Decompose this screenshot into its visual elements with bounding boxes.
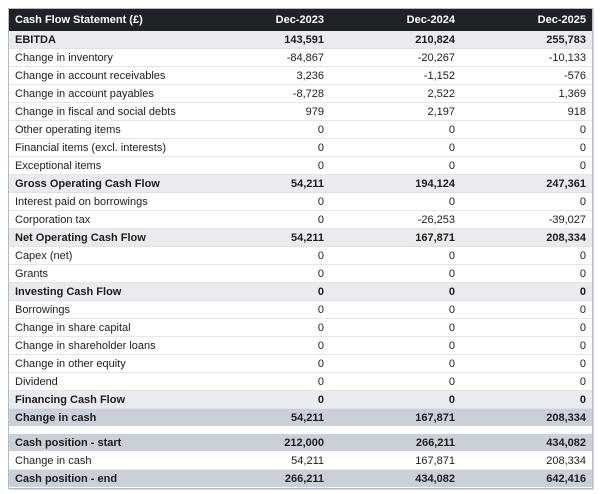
row-label: Capex (net): [15, 249, 73, 262]
row-value: 167,871: [415, 454, 455, 467]
row-label: Change in share capital: [15, 321, 131, 334]
row-label: Change in inventory: [15, 51, 113, 64]
row-label: Change in account receivables: [15, 69, 166, 82]
row-value: 0: [448, 285, 455, 298]
table-row: [9, 121, 592, 139]
row-value: 0: [317, 321, 324, 334]
table-row: [9, 211, 592, 229]
row-value: 0: [317, 213, 324, 226]
row-value: 0: [317, 267, 324, 280]
row-value: 212,000: [284, 436, 324, 449]
row-value: 0: [317, 303, 324, 316]
row-value: 0: [317, 357, 324, 370]
row-value: -20,267: [417, 51, 455, 64]
table-row: [9, 85, 592, 103]
row-value: 0: [579, 285, 586, 298]
row-label: Investing Cash Flow: [15, 285, 122, 298]
row-value: 0: [317, 393, 324, 406]
row-value: 0: [579, 123, 586, 136]
row-value: 0: [448, 375, 455, 388]
row-value: 918: [567, 105, 586, 118]
table-body: [9, 31, 592, 488]
row-value: 0: [317, 249, 324, 262]
row-label: Change in cash: [15, 411, 97, 424]
row-label: Change in fiscal and social debts: [15, 105, 176, 118]
row-value: 0: [448, 303, 455, 316]
row-value: 0: [579, 393, 586, 406]
row-label: Change in shareholder loans: [15, 339, 156, 352]
row-label: Grants: [15, 267, 49, 280]
table-row: [9, 301, 592, 319]
row-value: -26,253: [417, 213, 455, 226]
row-label: Change in other equity: [15, 357, 126, 370]
table-row: [9, 157, 592, 175]
row-value: 0: [448, 267, 455, 280]
row-value: 0: [317, 339, 324, 352]
row-value: 2,522: [427, 87, 455, 100]
row-value: 266,211: [284, 472, 324, 485]
row-value: 0: [448, 321, 455, 334]
row-value: 2,197: [427, 105, 455, 118]
row-value: 0: [579, 375, 586, 388]
column-header: Dec-2024: [406, 14, 455, 26]
row-value: 0: [448, 249, 455, 262]
table-row: [9, 229, 592, 247]
row-value: 0: [317, 285, 324, 298]
row-label: Financial items (excl. interests): [15, 141, 166, 154]
row-value: 210,824: [415, 33, 455, 46]
row-label: Other operating items: [15, 123, 121, 136]
row-value: 167,871: [415, 231, 455, 244]
row-label: Net Operating Cash Flow: [15, 231, 146, 244]
section-spacer: [9, 427, 592, 434]
row-value: -84,867: [286, 51, 324, 64]
row-value: 54,211: [290, 411, 324, 424]
row-value: 434,082: [415, 472, 455, 485]
row-value: 208,334: [546, 411, 586, 424]
row-value: 0: [448, 393, 455, 406]
table-header-row: [9, 9, 592, 31]
row-value: 0: [579, 267, 586, 280]
row-value: 0: [579, 357, 586, 370]
table-row: [9, 319, 592, 337]
table-row: [9, 193, 592, 211]
table-row: [9, 139, 592, 157]
row-label: Gross Operating Cash Flow: [15, 177, 160, 190]
row-value: 0: [317, 159, 324, 172]
table-row: [9, 434, 592, 452]
row-value: 167,871: [415, 411, 455, 424]
row-value: -39,027: [548, 213, 586, 226]
row-value: 194,124: [415, 177, 455, 190]
table-row: [9, 175, 592, 193]
row-value: 208,334: [546, 231, 586, 244]
table-row: [9, 265, 592, 283]
table-row: [9, 337, 592, 355]
row-label: Dividend: [15, 375, 58, 388]
row-value: 0: [579, 249, 586, 262]
cash-flow-statement-table: [8, 8, 593, 489]
row-value: 0: [317, 195, 324, 208]
row-value: -8,728: [292, 87, 324, 100]
row-value: 0: [448, 195, 455, 208]
row-value: 0: [448, 123, 455, 136]
row-value: 0: [448, 357, 455, 370]
row-value: -576: [563, 69, 586, 82]
row-label: Change in account payables: [15, 87, 154, 100]
row-value: 0: [317, 123, 324, 136]
row-label: Exceptional items: [15, 159, 102, 172]
row-value: 0: [579, 321, 586, 334]
row-value: -10,133: [548, 51, 586, 64]
row-value: 255,783: [546, 33, 586, 46]
table-row: [9, 247, 592, 265]
table-row: [9, 470, 592, 488]
row-value: 979: [305, 105, 324, 118]
row-value: 1,369: [558, 87, 586, 100]
column-header: Dec-2023: [275, 14, 324, 26]
table-row: [9, 103, 592, 121]
row-label: Financing Cash Flow: [15, 393, 126, 406]
row-value: 54,211: [290, 231, 324, 244]
table-row: [9, 67, 592, 85]
table-row: [9, 452, 592, 470]
row-value: 0: [448, 339, 455, 352]
row-value: 266,211: [415, 436, 455, 449]
row-value: 642,416: [546, 472, 586, 485]
row-value: 0: [579, 159, 586, 172]
row-value: 0: [579, 303, 586, 316]
row-value: 54,211: [291, 454, 324, 467]
row-value: 0: [579, 339, 586, 352]
column-header: Dec-2025: [537, 14, 586, 26]
row-value: 247,361: [546, 177, 586, 190]
table-row: [9, 31, 592, 49]
table-row: [9, 409, 592, 427]
table-row: [9, 373, 592, 391]
row-value: 208,334: [546, 454, 586, 467]
row-value: 143,591: [284, 33, 324, 46]
table-row: [9, 355, 592, 373]
row-value: 0: [579, 141, 586, 154]
row-value: 0: [317, 141, 324, 154]
table-row: [9, 283, 592, 301]
row-label: Change in cash: [15, 454, 92, 467]
table-title: Cash Flow Statement (£): [15, 14, 143, 26]
row-label: Interest paid on borrowings: [15, 195, 148, 208]
row-label: EBITDA: [15, 33, 56, 46]
row-value: 0: [448, 159, 455, 172]
row-label: Corporation tax: [15, 213, 91, 226]
row-value: 3,236: [296, 69, 324, 82]
table-row: [9, 391, 592, 409]
row-value: -1,152: [423, 69, 455, 82]
row-label: Cash position - end: [15, 472, 118, 485]
row-value: 0: [317, 375, 324, 388]
row-value: 0: [579, 195, 586, 208]
row-value: 0: [448, 141, 455, 154]
table-row: [9, 49, 592, 67]
row-label: Cash position - start: [15, 436, 122, 449]
row-value: 54,211: [290, 177, 324, 190]
row-label: Borrowings: [15, 303, 71, 316]
row-value: 434,082: [546, 436, 586, 449]
